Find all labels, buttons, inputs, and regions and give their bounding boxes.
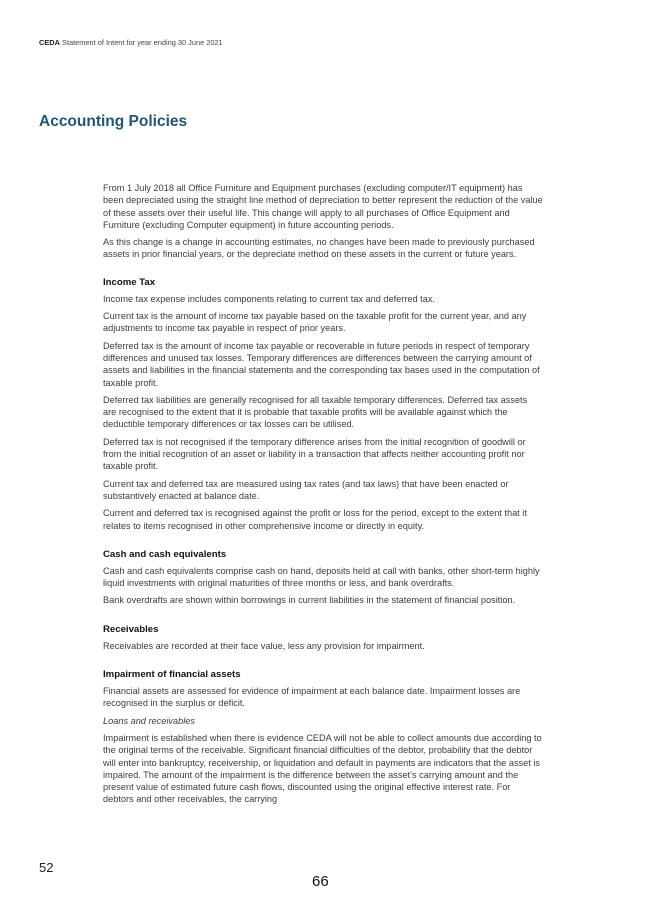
income-tax-heading: Income Tax	[103, 276, 156, 288]
income-tax-paragraph: Deferred tax is not recognised if the temporary difference arises from the initial recognition of goodwill or from the initial recognition of an asset or liability in a transaction that affects neither accounting profit nor taxable profit.	[103, 436, 526, 472]
header-brand: CEDA	[39, 38, 60, 47]
receivables-paragraph: Receivables are recorded at their face value, less any provision for impairment.	[103, 640, 425, 651]
document-header	[39, 38, 223, 47]
receivables-heading: Receivables	[103, 623, 159, 635]
income-tax-paragraph: Current tax is the amount of income tax payable based on the taxable profit for the current year, and any adjustments to income tax payable in respect of prior years.	[103, 311, 527, 334]
cash-paragraph: Cash and cash equivalents comprise cash on hand, deposits held at call with banks, other short-term highly liquid investments with original maturities of three months or less, and bank overdrafts.	[103, 565, 540, 589]
intro-paragraph: From 1 July 2018 all Office Furniture and Equipment purchases (excluding computer/IT equipment) has been depreciated using the straight line method of depreciation to better represent the reduction of the value of these assets over their useful life. This change will apply to all purchases of Office Equipment and Furniture (excluding Computer equipment) in future accounting periods.	[103, 183, 543, 230]
impairment-paragraph: Impairment is established when there is evidence CEDA will not be able to collect amounts due according to the original terms of the receivable. Significant financial difficulties of the debtor, probability that the debtor will enter into bankruptcy, receivership, or liquidation and default in payments are indicators that the asset is impaired. The amount of the impairment is the difference between the asset’s carrying amount and the present value of estimated future cash flows, discounted using the original effective interest rate. For debtors and other receivables, the carrying	[103, 732, 542, 805]
cash-heading: Cash and cash equivalents	[103, 548, 227, 560]
page-title: Accounting Policies	[39, 113, 188, 130]
intro-paragraph: As this change is a change in accounting estimates, no changes have been made to previously purchased assets in prior financial years, or the depreciate method on these assets in the current or future years.	[103, 237, 535, 260]
impairment-heading: Impairment of financial assets	[103, 669, 241, 681]
income-tax-paragraph: Deferred tax is the amount of income tax payable or recoverable in future periods in respect of temporary differences and unused tax losses. Temporary differences are differences between the carrying amount of assets and liabilities in the financial statements and the corresponding tax bases used in the computation of taxable profit.	[103, 340, 540, 388]
page-number-left: 52	[39, 860, 54, 875]
header-subtitle: Statement of Intent for year ending 30 June 2021	[62, 38, 223, 47]
income-tax-paragraph: Current and deferred tax is recognised against the profit or loss for the period, except to the extent that it relates to items recognised in other comprehensive income or directly in equity.	[103, 508, 527, 531]
income-tax-paragraph: Deferred tax liabilities are generally recognised for all taxable temporary differences. Deferred tax assets are recognised to the extent that it is probable that taxable profits will be available against which the deductible temporary differences or tax losses can be utilised.	[103, 394, 528, 430]
body-content	[103, 182, 543, 811]
income-tax-paragraph: Current tax and deferred tax are measured using tax rates (and tax laws) that have been enacted or substantively enacted at balance date.	[103, 478, 509, 501]
loans-receivables-subheading: Loans and receivables	[103, 715, 195, 726]
page-number-center: 66	[312, 873, 329, 890]
income-tax-paragraph: Income tax expense includes components relating to current tax and deferred tax.	[103, 293, 435, 304]
cash-paragraph: Bank overdrafts are shown within borrowings in current liabilities in the statement of financial position.	[103, 595, 516, 606]
impairment-paragraph: Financial assets are assessed for evidence of impairment at each balance date. Impairment losses are recognised in the surplus or deficit.	[103, 686, 521, 709]
